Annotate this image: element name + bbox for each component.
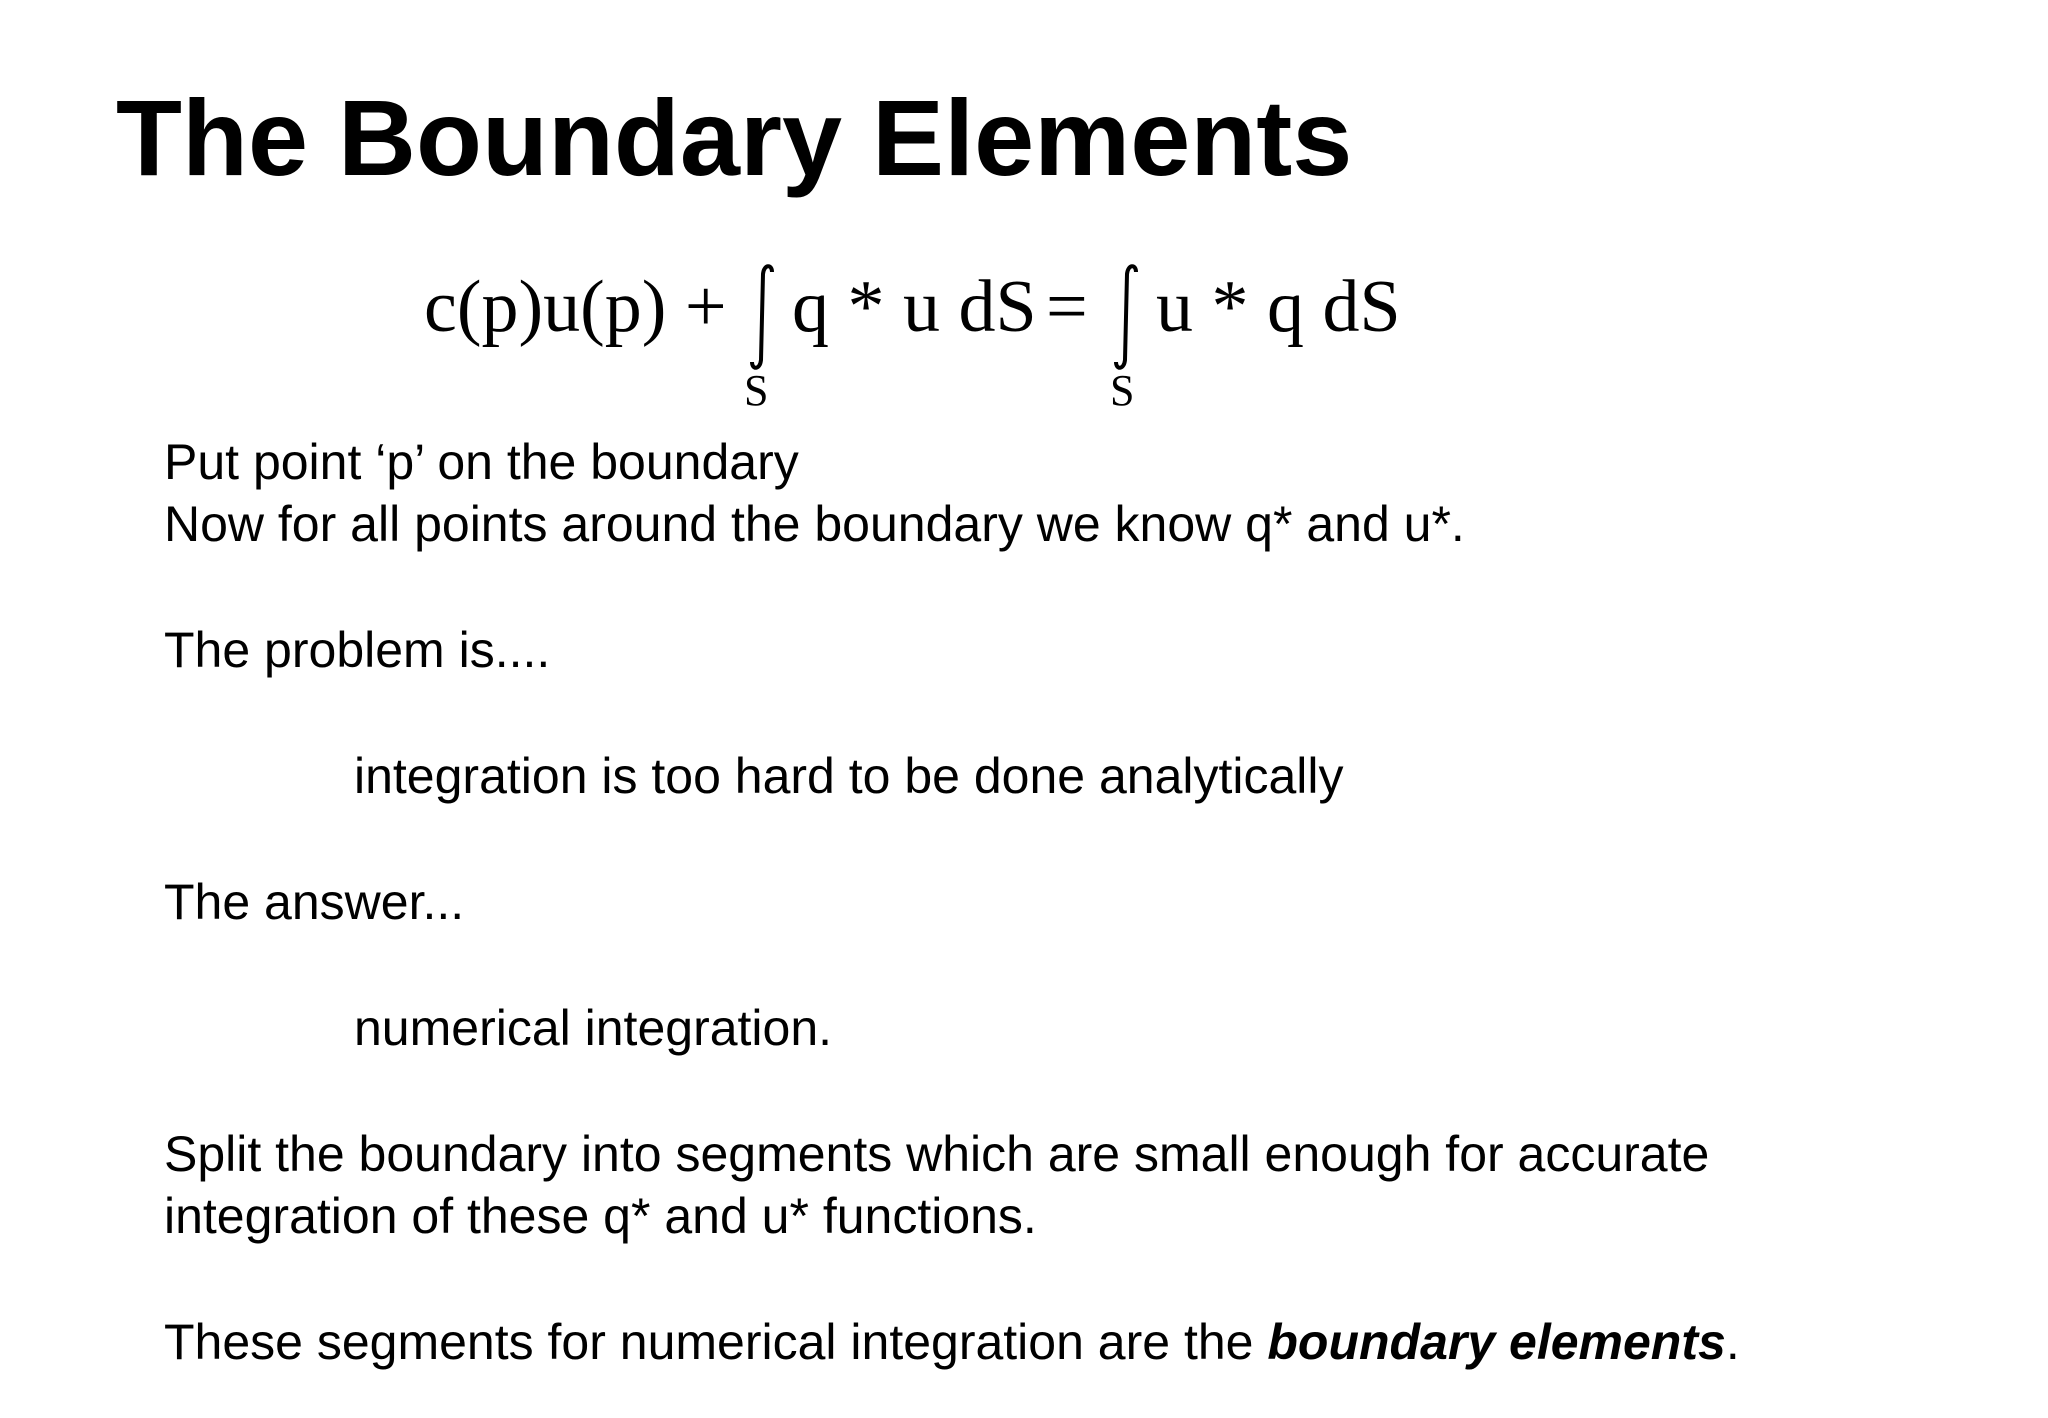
body-line-put-point: Put point ‘p’ on the boundary	[164, 434, 799, 490]
equation-lhs-term: c(p)u(p) +	[424, 266, 727, 348]
integral-subscript-rhs: S	[1110, 366, 1135, 415]
equation-rhs-integrand: u * q dS	[1156, 266, 1401, 348]
conclusion-emphasis: boundary elements	[1267, 1314, 1726, 1370]
integral-sign-rhs	[1106, 262, 1146, 374]
boundary-integral-equation	[424, 262, 1424, 422]
conclusion-suffix: .	[1725, 1314, 1740, 1370]
body-line-integration-hard: integration is too hard to be done analytically	[354, 748, 1344, 804]
conclusion-prefix: These segments for numerical integration are the	[164, 1314, 1268, 1370]
body-line-now-for-all: Now for all points around the boundary we know q* and u*.	[164, 496, 1465, 552]
integral-subscript-lhs: S	[744, 366, 769, 415]
equation-equals: =	[1046, 266, 1088, 348]
slide-title: The Boundary Elements	[116, 77, 1353, 198]
equation-lhs-integrand: q * u dS	[792, 266, 1037, 348]
body-line-split-boundary: Split the boundary into segments which are small enough for accurate	[164, 1126, 1710, 1182]
body-line-answer: The answer...	[164, 874, 465, 930]
body-line-problem: The problem is....	[164, 622, 551, 678]
integral-sign-lhs	[742, 262, 782, 374]
body-line-conclusion	[164, 1312, 1740, 1372]
body-line-integration-of: integration of these q* and u* functions.	[164, 1188, 1037, 1244]
body-line-numerical-integration: numerical integration.	[354, 1000, 833, 1056]
